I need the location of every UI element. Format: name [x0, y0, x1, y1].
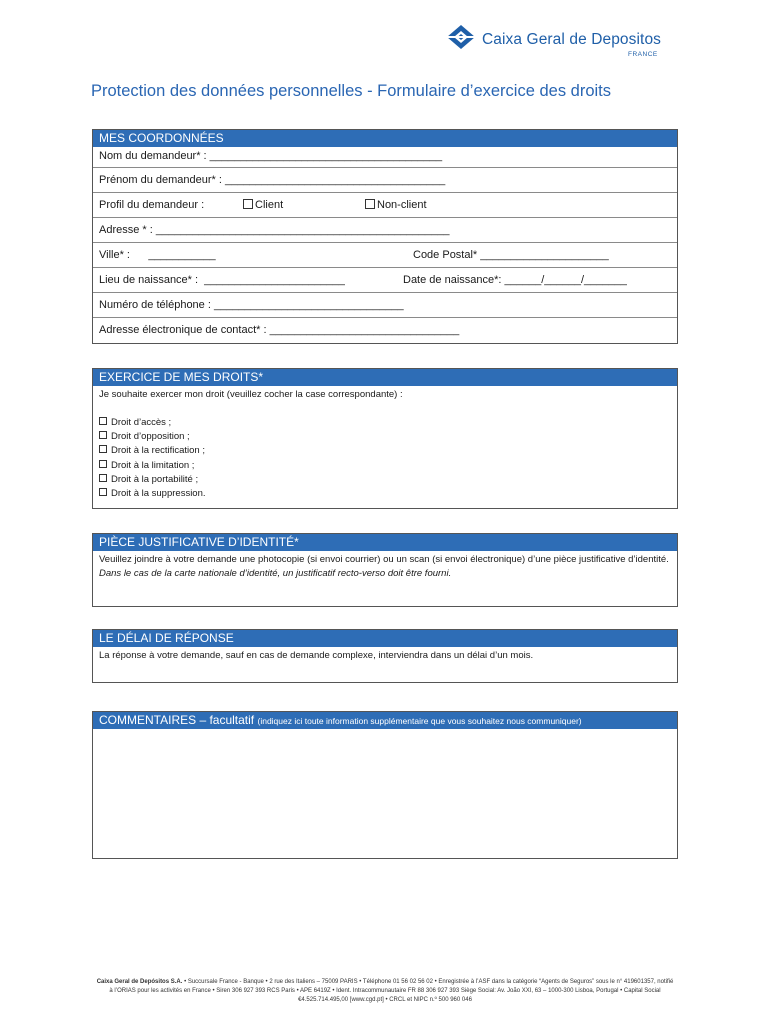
piece-content	[93, 551, 677, 583]
droit-label: Droit à la limitation ;	[111, 459, 195, 471]
droits-list	[99, 416, 671, 501]
section-piece	[92, 533, 678, 607]
footer	[96, 978, 674, 1005]
droit-item[interactable]	[99, 430, 671, 444]
section-commentaires	[92, 711, 678, 859]
field-profil	[93, 192, 677, 217]
brand-logo	[446, 22, 660, 62]
droit-item[interactable]	[99, 416, 671, 430]
droit-item[interactable]	[99, 473, 671, 487]
field-code-postal[interactable]: Code Postal* _____________________	[413, 249, 609, 261]
section-coordonnees	[92, 129, 678, 344]
droit-item[interactable]	[99, 459, 671, 473]
droit-label: Droit d’accès ;	[111, 417, 172, 428]
droit-item[interactable]	[99, 444, 671, 458]
checkbox-client-label: Client	[255, 199, 284, 211]
footer-company: Caixa Geral de Depósitos S.A.	[96, 979, 183, 985]
checkbox-icon[interactable]	[99, 417, 107, 425]
droits-content	[93, 386, 677, 503]
footer-text: • Succursale France - Banque • 2 rue des Italiens – 75009 PARIS • Téléphone 01 56 02 56 02 • Enregistrée à l’ASF dans la catégorie “Agents de Seguros” sous le n° 419601357, notifié à l’ORIAS pour les activités en France • Siren 306 927 393 RCS Paris • APE 6419Z • Ident. Intracommunautaire FR 88 306 927 393 Siège Social: Av. João XXI, 63 – 1000-300 Lisboa, Portugal • Capital Social €4.525.714.495,00 [www.cgd.pt] • CRCL et NIPC n.º 500 960 046	[109, 979, 674, 1003]
checkbox-icon[interactable]	[99, 460, 107, 468]
checkbox-nonclient[interactable]	[365, 193, 427, 217]
field-ville[interactable]: Ville* : ___________	[99, 249, 216, 261]
droit-label: Droit d’opposition ;	[111, 431, 190, 443]
checkbox-client-box[interactable]	[243, 199, 253, 209]
field-adresse[interactable]: Adresse * : ________________________________________________	[93, 217, 677, 242]
brand-sub: FRANCE	[628, 51, 658, 58]
section-header-droits: EXERCICE DE MES DROITS*	[93, 369, 677, 386]
checkbox-icon[interactable]	[99, 445, 107, 453]
field-nom[interactable]: Nom du demandeur* : ______________________________________	[99, 150, 443, 162]
droit-item[interactable]	[99, 487, 671, 501]
section-droits	[92, 368, 678, 509]
section-header-commentaires	[93, 712, 677, 729]
caixa-logo-icon	[446, 24, 476, 50]
checkbox-nonclient-label: Non-client	[377, 199, 427, 211]
droit-label: Droit à la suppression.	[111, 488, 206, 500]
field-date-naissance[interactable]: Date de naissance*: ______/______/_______	[403, 274, 627, 286]
piece-italic: Dans le cas de la carte nationale d’identité, un justificatif recto-verso doit être fourni.	[99, 568, 452, 579]
checkbox-icon[interactable]	[99, 474, 107, 482]
section-header-delai: LE DÉLAI DE RÉPONSE	[93, 630, 677, 647]
piece-text: Veuillez joindre à votre demande une photocopie (si envoi courrier) ou un scan (si envoi électronique) d’une pièce justificative d’identité.	[99, 554, 669, 565]
droit-label: Droit à la rectification ;	[111, 445, 205, 457]
droits-intro: Je souhaite exercer mon droit (veuillez cocher la case correspondante) :	[99, 389, 403, 400]
field-telephone[interactable]: Numéro de téléphone : _______________________________	[93, 292, 677, 317]
checkbox-icon[interactable]	[99, 488, 107, 496]
commentaires-note: (indiquez ici toute information supplémentaire que vous souhaitez nous communiquer)	[257, 716, 582, 726]
field-prenom[interactable]: Prénom du demandeur* : ____________________________________	[93, 167, 677, 192]
section-header-piece: PIÈCE JUSTIFICATIVE D’IDENTITÉ*	[93, 534, 677, 551]
brand-name: Caixa Geral de Depositos	[482, 31, 662, 48]
commentaires-area[interactable]	[93, 729, 677, 858]
checkbox-icon[interactable]	[99, 431, 107, 439]
section-header-coordonnees: MES COORDONNÉES	[93, 130, 677, 147]
profil-label: Profil du demandeur :	[99, 199, 205, 211]
field-email[interactable]: Adresse électronique de contact* : _______________________________	[93, 317, 677, 342]
checkbox-client[interactable]	[243, 193, 283, 217]
field-naissance-row	[93, 267, 677, 292]
delai-text: La réponse à votre demande, sauf en cas de demande complexe, interviendra dans un délai d’un mois.	[99, 650, 534, 661]
droit-label: Droit à la portabilité ;	[111, 473, 199, 485]
checkbox-nonclient-box[interactable]	[365, 199, 375, 209]
field-ville-row	[93, 242, 677, 267]
section-delai	[92, 629, 678, 683]
page-title: Protection des données personnelles - Formulaire d’exercice des droits	[91, 82, 612, 100]
commentaires-heading: COMMENTAIRES – facultatif	[99, 713, 255, 727]
field-lieu-naissance[interactable]: Lieu de naissance* : _______________________	[99, 274, 345, 286]
